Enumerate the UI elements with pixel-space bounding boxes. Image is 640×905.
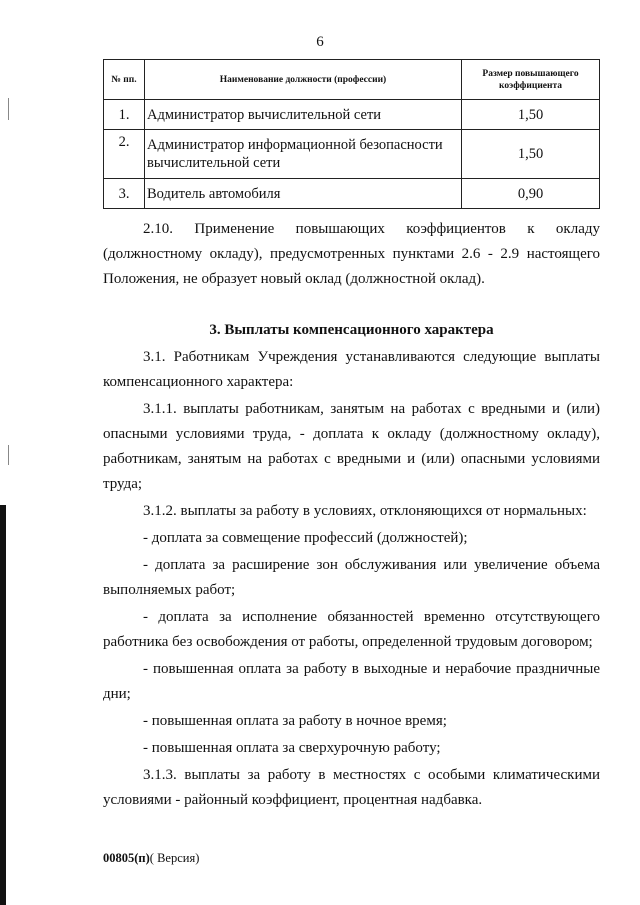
- list-item: - доплата за расширение зон обслуживания или увеличение объема выполняемых работ;: [103, 557, 600, 598]
- coefficient-table: [103, 59, 600, 209]
- list-item: - доплата за совмещение профессий (должностей);: [143, 530, 468, 546]
- row-coefficient: 1,50: [462, 130, 600, 179]
- table-row: [104, 130, 600, 179]
- header-coefficient: Размер повышающего коэффициента: [462, 60, 600, 100]
- row-position: Администратор информационной безопасности вычислительной сети: [145, 130, 462, 179]
- list-item: - доплата за исполнение обязанностей временно отсутствующего работника без освобождения от работы, определенной трудовым договором;: [103, 609, 600, 650]
- row-number: 2.: [104, 130, 145, 179]
- footer-code: [103, 851, 199, 866]
- header-position: Наименование должности (профессии): [145, 60, 462, 100]
- paragraph-3-1: 3.1. Работникам Учреждения устанавливаются следующие выплаты компенсационного характера:: [103, 349, 600, 390]
- table-header-row: [104, 60, 600, 100]
- scan-edge-bar: [0, 505, 6, 905]
- page-number: 6: [316, 34, 324, 50]
- list-item: - повышенная оплата за работу в ночное время;: [143, 713, 447, 729]
- row-number: 1.: [104, 100, 145, 130]
- paragraph-3-1-3: 3.1.3. выплаты за работу в местностях с особыми климатическими условиями - районный коэффициент, процентная надбавка.: [103, 767, 600, 808]
- header-number: № пп.: [104, 60, 145, 100]
- list-item: - повышенная оплата за сверхурочную работу;: [143, 740, 441, 756]
- paragraph-2-10: 2.10. Применение повышающих коэффициентов к окладу (должностному окладу), предусмотренных пунктами 2.6 - 2.9 настоящего Положения, не образует новый оклад (должностной оклад).: [103, 221, 600, 287]
- row-coefficient: 1,50: [462, 100, 600, 130]
- paragraph-3-1-1: 3.1.1. выплаты работникам, занятым на работах с вредными и (или) опасными условиями труда, - доплата к окладу (должностному окладу), работникам, занятым на работах с вредными и (или) опасными условиями труда;: [103, 401, 600, 492]
- scan-mark: [8, 98, 9, 120]
- table-row: [104, 179, 600, 209]
- row-number: 3.: [104, 179, 145, 209]
- document-body: [103, 217, 600, 813]
- row-position: Администратор вычислительной сети: [145, 100, 462, 130]
- table-row: [104, 100, 600, 130]
- paragraph-3-1-2: 3.1.2. выплаты за работу в условиях, отклоняющихся от нормальных:: [143, 503, 587, 519]
- scan-mark: [8, 445, 9, 465]
- list-item: - повышенная оплата за работу в выходные и нерабочие праздничные дни;: [103, 661, 600, 702]
- row-coefficient: 0,90: [462, 179, 600, 209]
- section-heading: 3. Выплаты компенсационного характера: [209, 322, 494, 338]
- footer-version-label: ( Версия): [149, 851, 200, 865]
- row-position: Водитель автомобиля: [145, 179, 462, 209]
- footer-code-number: 00805(п): [103, 851, 150, 865]
